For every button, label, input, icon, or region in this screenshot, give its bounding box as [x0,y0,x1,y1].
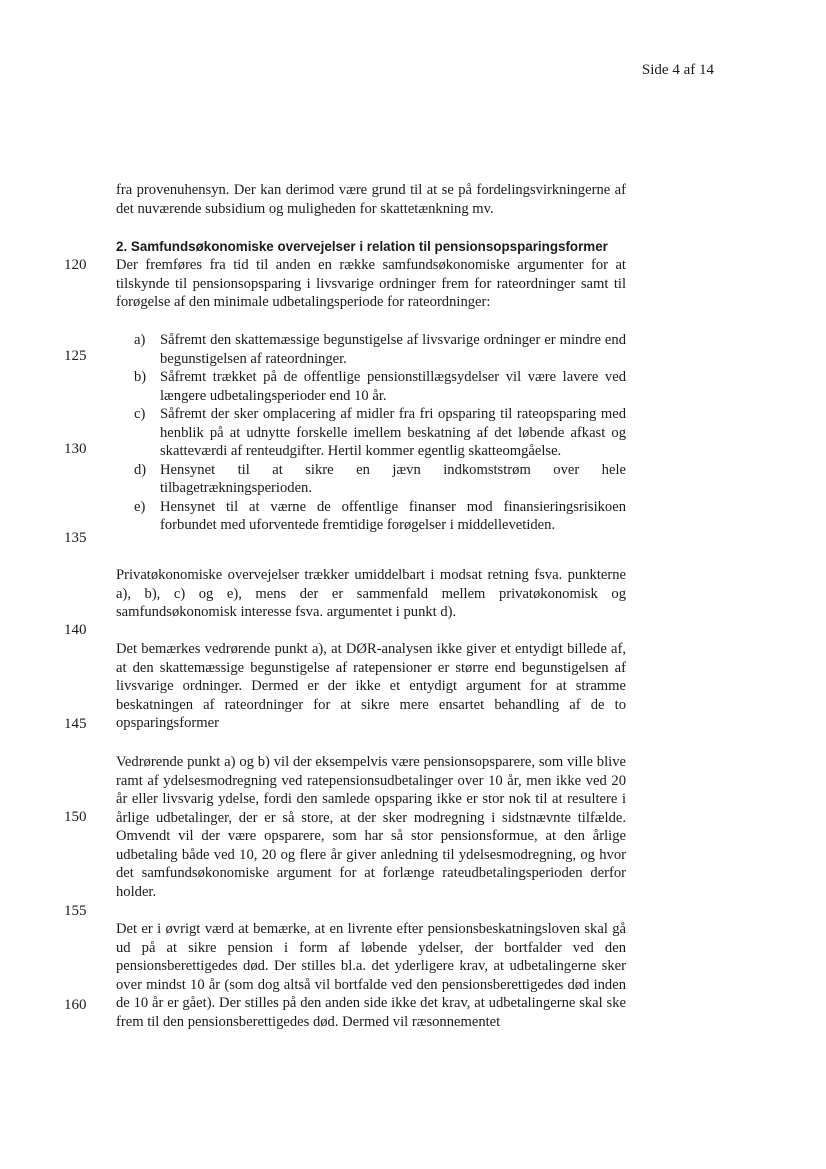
intro-paragraph: fra provenuhensyn. Der kan derimod være grund til at se på fordelingsvirkningerne af det nuværende subsidium og muligheden for skattetænkning mv. [116,182,626,217]
section-heading: 2. Samfundsøkonomiske overvejelser i relation til pensionsopsparingsformer [116,239,608,254]
line-number: 120 [64,257,87,273]
line-number: 145 [64,716,87,732]
list-item-text: Hensynet til at sikre en jævn indkomststrøm over hele tilbagetrækningsperioden. [160,461,626,496]
body-paragraph: Det bemærkes vedrørende punkt a), at DØR-analysen ikke giver et entydigt billede af, at den skattemæssige begunstigelse af ratepensioner er større end begunstigelsen af livsvarige ordninger. Dermed er der ikke et entydigt argument for at stramme beskatningen af rateordninger for at sikre mere ensartet behandling af de to opsparingsformer [116,641,626,731]
list-item-text: Såfremt trækket på de offentlige pensionstillægsydelser vil være lavere ved længere udbetalingsperioder end 10 år. [160,369,626,404]
paragraph-block [116,566,626,622]
list-item [116,331,626,368]
intro-block [116,181,626,218]
line-number: 135 [64,530,87,546]
body-paragraph: Privatøkonomiske overvejelser trækker umiddelbart i modsat retning fsva. punkterne a), b), c) og e), mens der er sammenfald mellem privatøkonomisk og samfundsøkonomisk interesse fsva. argumentet i punkt d). [116,567,626,620]
line-number: 125 [64,348,87,364]
list-item [116,368,626,405]
list-marker: a) [134,332,146,348]
line-number: 140 [64,622,87,638]
line-number: 150 [64,809,87,825]
paragraph-block [116,920,626,1031]
list-item-text: Såfremt den skattemæssige begunstigelse af livsvarige ordninger er mindre end begunstigelsen af rateordninger. [160,332,626,367]
list-item [116,405,626,461]
section-paragraph-block [116,256,626,312]
list-item [116,498,626,535]
list-marker: b) [134,369,147,385]
section-paragraph: Der fremføres fra tid til anden en række samfundsøkonomiske argumenter for at tilskynde til pensionsopsparing i livsvarige ordninger frem for rateordninger samt til forøgelse af den minimale udbetalingsperiode for rateordninger: [116,257,626,310]
list-item-text: Såfremt der sker omplacering af midler fra fri opsparing til rateopsparing med henblik på at udnytte forskelle imellem beskatning af det løbende afkast og skatteværdi af renteudgifter. Hertil kommer egentlig skatteomgåelse. [160,406,626,459]
argument-list [116,331,626,535]
body-paragraph: Vedrørende punkt a) og b) vil der eksempelvis være pensionsopsparere, som ville blive ramt af ydelsesmodregning ved ratepensionsudbetalinger over 10 år, men ikke ved 20 år eller livsvarig ydelse, fordi den samlede opsparing ikke er stor nok til at resultere i årlige udbetalinger, der er så store, at der sker modregning i sidstnævnte tilfælde. Omvendt vil der være opsparere, som har så stor pensionsformue, at den årlige udbetaling både ved 10, 20 og flere år giver anledning til ydelsesmodregning, og hvor det samfundsøkonomiske argument for at forlænge rateudbetalingsperioden derfor holder. [116,754,626,900]
body-paragraph: Det er i øvrigt værd at bemærke, at en livrente efter pensionsbeskatningsloven skal gå ud på at sikre pension i form af løbende ydelser, der bortfalder ved den pensionsberettigedes død. Der stilles bl.a. det yderligere krav, at udbetalingerne sker over mindst 10 år (som dog altså vil bortfalde ved den pensionsberettigedes død inden de 10 år er gået). Der stilles på den anden side ikke det krav, at udbetalingerne skal ske frem til den pensionsberettigedes død. Dermed vil ræsonnementet [116,921,626,1030]
list-item [116,461,626,498]
list-marker: e) [134,498,146,515]
line-number: 130 [64,441,87,457]
list-item-text: Hensynet til at værne de offentlige finanser mod finansieringsrisikoen forbundet med uforventede fremtidige forøgelser i middellevetiden. [160,498,626,533]
line-number: 160 [64,997,87,1013]
paragraph-block [116,753,626,901]
paragraph-block [116,640,626,733]
line-number: 155 [64,903,87,919]
list-marker: c) [134,406,146,422]
page-number: Side 4 af 14 [641,62,714,78]
list-marker: d) [134,461,147,478]
